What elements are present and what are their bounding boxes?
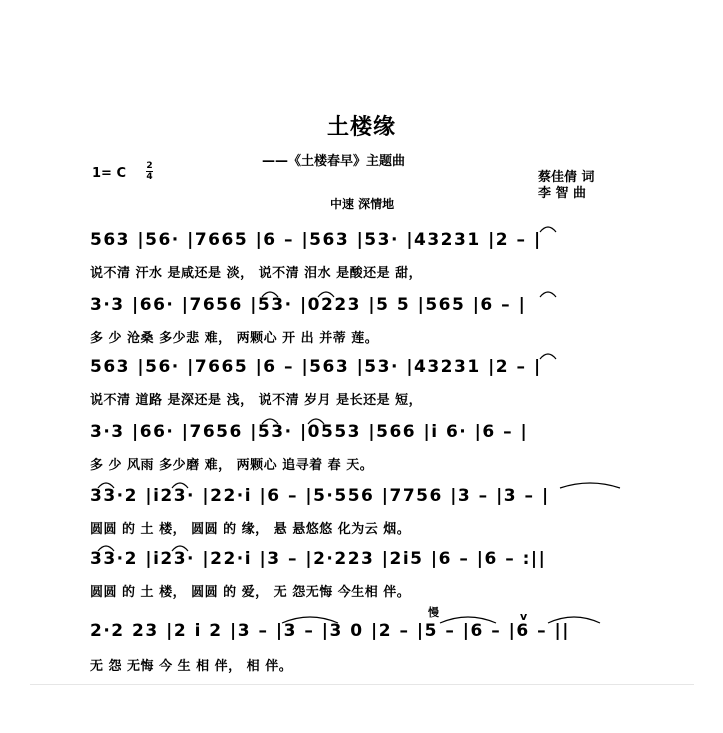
lyrics-line-4: 多 少 风雨 多少磨 难， 两颗心 追寻着 春 天。 <box>90 458 374 473</box>
time-signature <box>146 162 153 181</box>
lyricist-credit: 蔡佳倩 词 <box>538 170 595 185</box>
notes-line-5: 33·2 |i23· |22·i |6 – |5·556 |7756 |3 – |3 – | <box>90 486 550 506</box>
slur <box>540 292 556 297</box>
notes-line-7: 2·2 23 |2 i 2 |3 – |3 – |3 0 |2 – |5 – |6 – |6 – || <box>90 621 570 641</box>
lyrics-line-1: 说不清 汗水 是咸还是 淡， 说不清 泪水 是酸还是 甜， <box>90 266 423 281</box>
lyrics-line-7: 无 怨 无悔 今 生 相 伴， 相 伴。 <box>90 659 293 674</box>
notes-line-3: 563 |56· |7665 |6 – |563 |53· |43231 |2 – | <box>90 357 542 377</box>
notes-line-2: 3·3 |66· |7656 |53· |0223 |5 5 |565 |6 – | <box>90 295 527 315</box>
ritardando-mark: 慢 <box>428 606 439 619</box>
slur <box>560 483 620 488</box>
notes-line-6: 33·2 |i23· |22·i |3 – |2·223 |2i5 |6 – |6 – :|| <box>90 549 547 569</box>
lyrics-line-5: 圆圆 的 土 楼， 圆圆 的 缘， 悬 悬悠悠 化为云 烟。 <box>90 522 411 537</box>
lyrics-line-6: 圆圆 的 土 楼， 圆圆 的 爱， 无 怨无悔 今生相 伴。 <box>90 585 411 600</box>
slur <box>540 227 556 232</box>
notes-line-4: 3·3 |66· |7656 |53· |0553 |566 |i 6· |6 – | <box>90 422 529 442</box>
song-subtitle: ——《土楼春早》主题曲 <box>262 154 406 169</box>
song-title: 土楼缘 <box>326 115 396 140</box>
lyrics-line-2: 多 少 沧桑 多少悲 难， 两颗心 开 出 并蒂 莲。 <box>90 331 379 346</box>
lyrics-line-3: 说不清 道路 是深还是 浅， 说不清 岁月 是长还是 短， <box>90 393 423 408</box>
footer-divider <box>30 684 694 685</box>
meter-bottom: 4 <box>146 172 153 182</box>
meter-top: 2 <box>146 161 153 171</box>
breath-mark: v <box>520 610 528 623</box>
notes-line-1: 563 |56· |7665 |6 – |563 |53· |43231 |2 – | <box>90 230 542 250</box>
tempo-marking: 中速 深情地 <box>330 197 395 211</box>
composer-credit: 李 智 曲 <box>538 186 587 201</box>
slur <box>540 354 556 359</box>
key-signature: 1= C <box>92 166 127 181</box>
